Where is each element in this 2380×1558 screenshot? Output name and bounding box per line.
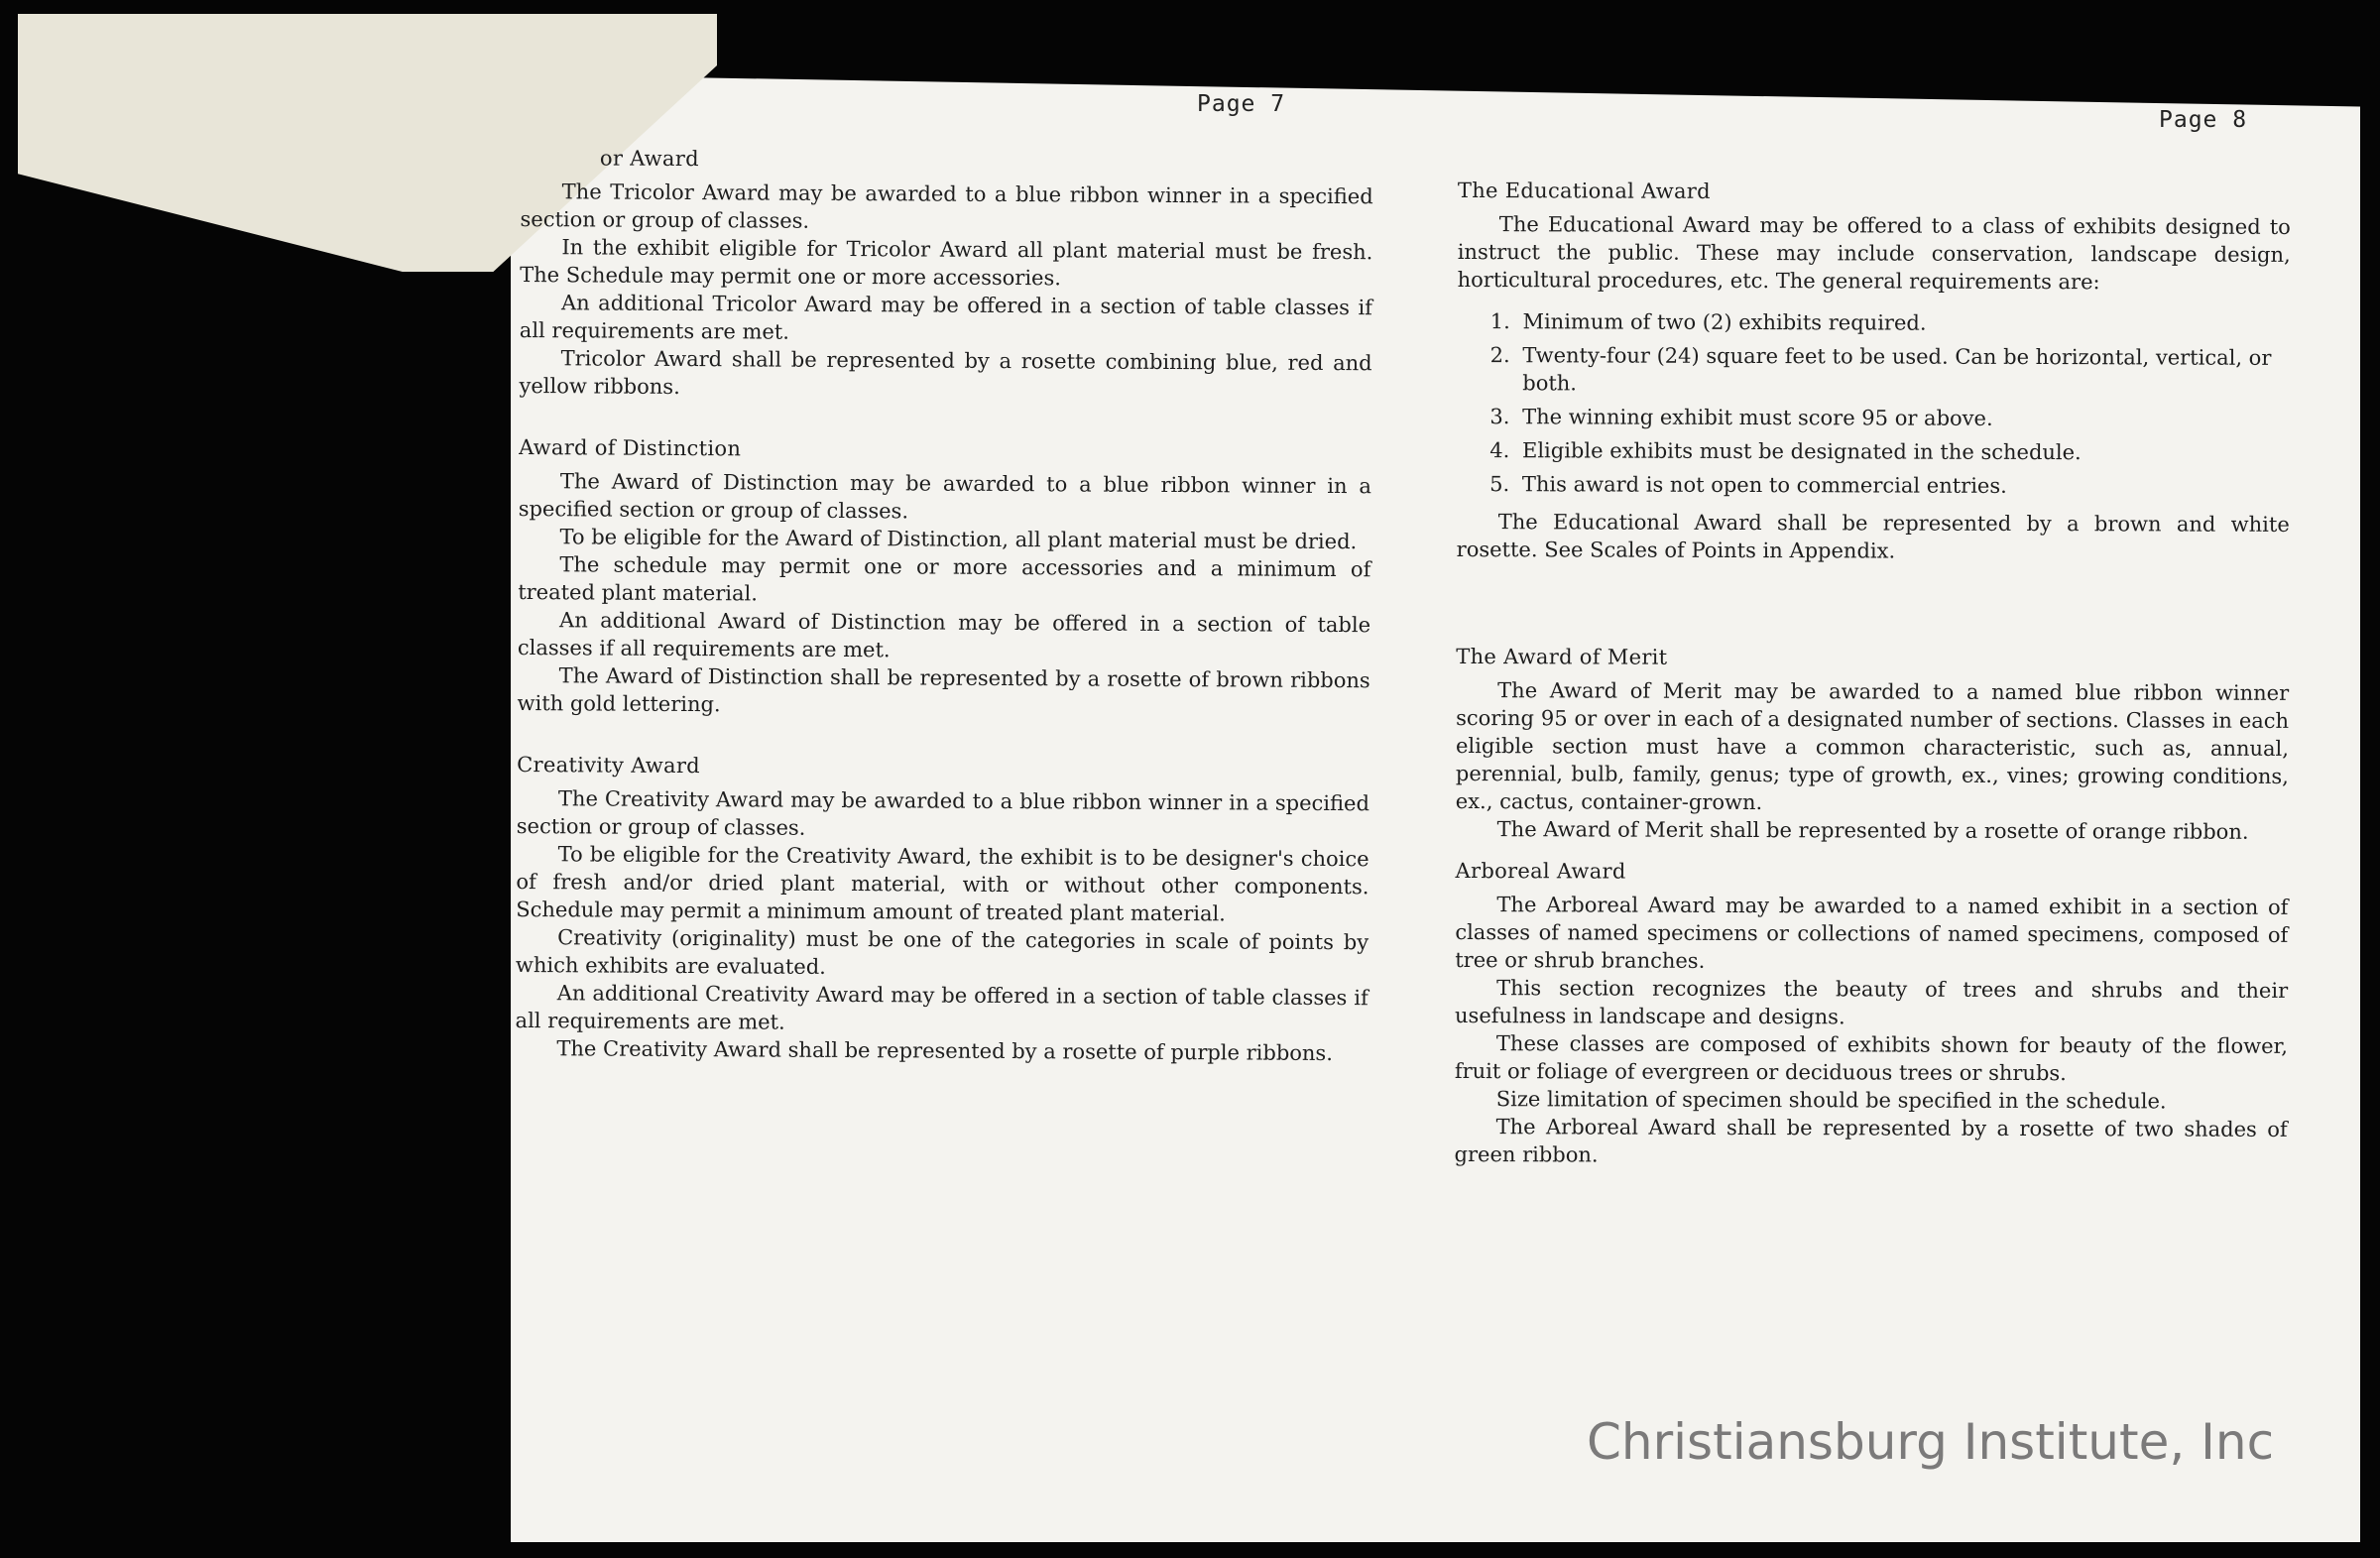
- paragraph: An additional Creativity Award may be offered in a section of table classes if all requirements are met.: [515, 981, 1368, 1034]
- paragraph: The Arboreal Award may be awarded to a named exhibit in a section of classes of named specimens or collections of named specimens, composed of tree or shrub branches.: [1455, 893, 2289, 973]
- educational-award-section: [1457, 177, 2291, 566]
- paragraph: The schedule may permit one or more accessories and a minimum of treated plant material.: [518, 552, 1371, 606]
- left-page-column: [515, 144, 1373, 1101]
- list-item: 2. Twenty-four (24) square feet to be used. Can be horizontal, vertical, or both.: [1516, 341, 2290, 400]
- section-title: or Award: [599, 146, 699, 172]
- paragraph: Size limitation of specimen should be specified in the schedule.: [1495, 1087, 2167, 1114]
- paragraph: Creativity (originality) must be one of the categories in scale of points by which exhibits are evaluated.: [515, 925, 1369, 979]
- paragraph: The Award of Merit may be awarded to a named blue ribbon winner scoring 95 or over in each of a designated number of sections. Classes in each eligible section must have a common characteristic, such as, annual, perennial, bulb, family, genus; type of growth, ex., vines; growing conditions, ex., cactus, container-grown.: [1455, 678, 2290, 815]
- paragraph: In the exhibit eligible for Tricolor Award all plant material must be fresh. The Schedule may permit one or more accessories.: [520, 235, 1373, 291]
- section-title: The Educational Award: [1457, 178, 1711, 203]
- list-item: 3. The winning exhibit must score 95 or above.: [1516, 403, 2290, 433]
- paragraph: The Arboreal Award shall be represented by a rosette of two shades of green ribbon.: [1454, 1115, 2288, 1167]
- section-title: Award of Distinction: [519, 434, 742, 461]
- paragraph: The Creativity Award shall be represented by a rosette of purple ribbons.: [556, 1036, 1334, 1066]
- paragraph: This section recognizes the beauty of trees and shrubs and their usefulness in landscape and designs.: [1455, 976, 2289, 1029]
- paragraph: The Tricolor Award may be awarded to a blue ribbon winner in a specified section or group of classes.: [520, 180, 1373, 233]
- award-of-merit-section: [1456, 643, 2290, 846]
- paragraph: Tricolor Award shall be represented by a rosette combining blue, red and yellow ribbons.: [519, 346, 1372, 399]
- paragraph: The Educational Award may be offered to a class of exhibits designed to instruct the public. These may include conservation, landscape design, horticultural procedures, etc. The general requirements are:: [1457, 212, 2291, 295]
- paragraph: The Award of Merit shall be represented by a rosette of orange ribbon.: [1496, 817, 2249, 844]
- paragraph: The Award of Distinction shall be represented by a rosette of brown ribbons with gold lettering.: [517, 663, 1370, 717]
- paragraph: These classes are composed of exhibits shown for beauty of the flower, fruit or foliage of evergreen or deciduous trees or shrubs.: [1454, 1031, 2288, 1086]
- arboreal-award-section: [1455, 857, 2289, 1171]
- watermark: Christiansburg Institute, Inc: [1587, 1413, 2275, 1471]
- list-item: 4. Eligible exhibits must be designated in the schedule.: [1516, 436, 2290, 467]
- section-title: The Award of Merit: [1456, 644, 1668, 669]
- paragraph: The Award of Distinction may be awarded to a blue ribbon winner in a specified section or group of classes.: [518, 469, 1371, 524]
- paragraph: An additional Award of Distinction may be offered in a section of table classes if all requirements are met.: [517, 608, 1371, 662]
- section-title: Arboreal Award: [1455, 858, 1626, 884]
- list-item: 1. Minimum of two (2) exhibits required.: [1516, 307, 2290, 338]
- list-item: 5. This award is not open to commercial entries.: [1516, 470, 2290, 501]
- tricolor-award-section: [519, 144, 1373, 405]
- creativity-award-section: [515, 751, 1369, 1067]
- paragraph: The Educational Award shall be represented by a brown and white rosette. See Scales of Points in Appendix.: [1456, 510, 2290, 563]
- section-title: Creativity Award: [517, 752, 701, 779]
- page-8-label: Page 8: [2159, 107, 2248, 133]
- page-7-label: Page 7: [1197, 91, 1286, 117]
- paragraph: To be eligible for the Award of Distinction, all plant material must be dried.: [559, 525, 1358, 554]
- award-of-distinction-section: [517, 433, 1371, 722]
- right-page-column: [1454, 177, 2291, 1205]
- paragraph: The Creativity Award may be awarded to a blue ribbon winner in a specified section or group of classes.: [516, 786, 1370, 840]
- requirements-list: [1457, 307, 2291, 501]
- paragraph: An additional Tricolor Award may be offered in a section of table classes if all requirements are met.: [519, 291, 1373, 344]
- paragraph: To be eligible for the Creativity Award, the exhibit is to be designer's choice of fresh and/or dried plant material, with or without other components. Schedule may permit a minimum amount of treated plant material.: [516, 842, 1369, 926]
